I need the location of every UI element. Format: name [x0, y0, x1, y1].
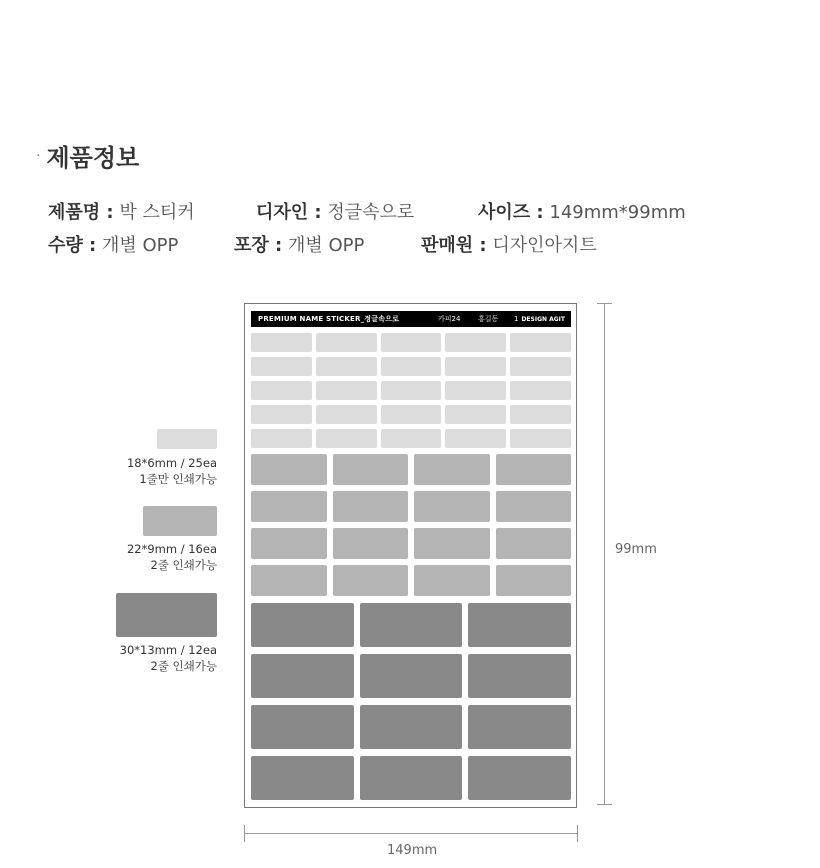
sticker-label [468, 705, 571, 749]
sticker-label [251, 454, 327, 485]
height-dimension-label: 99mm [615, 542, 657, 557]
section-title: 제품정보 [46, 144, 140, 172]
sticker-label [496, 491, 572, 522]
label-grid-medium [251, 454, 571, 596]
sticker-label [414, 565, 490, 596]
sticker-label [251, 565, 327, 596]
sticker-label [381, 333, 442, 352]
brand-logo: DESIGN AGIT [521, 315, 565, 323]
sticker-label [381, 381, 442, 400]
spec-label: 제품명 : [48, 202, 114, 223]
spec-label: 사이즈 : [478, 202, 544, 223]
spec-label: 디자인 : [256, 202, 322, 223]
size-dims: 18*6mm / 25ea [126, 456, 217, 470]
sticker-label [251, 756, 354, 800]
sticker-label [316, 333, 377, 352]
width-dimension-tick [577, 825, 578, 842]
sticker-label [510, 357, 571, 376]
spec-value: 개별 OPP [101, 235, 179, 256]
sticker-label [414, 454, 490, 485]
label-grid-large [251, 603, 571, 800]
sticker-label [360, 756, 463, 800]
sticker-label [316, 405, 377, 424]
sample-label-small [157, 429, 217, 449]
section-header [36, 138, 139, 173]
size-note: 1줄만 인쇄가능 [139, 472, 217, 486]
sticker-label [251, 654, 354, 698]
width-dimension-line [244, 833, 578, 834]
sticker-label [316, 357, 377, 376]
height-dimension-tick [597, 804, 612, 805]
spec-packaging [234, 231, 364, 257]
sticker-label [445, 381, 506, 400]
sticker-label [414, 528, 490, 559]
sticker-sheet [244, 303, 577, 808]
sticker-label [251, 528, 327, 559]
sticker-label [468, 654, 571, 698]
spec-value: 개별 OPP [287, 235, 365, 256]
sticker-label [251, 333, 312, 352]
sticker-label [251, 381, 312, 400]
sticker-label [468, 756, 571, 800]
sticker-label [333, 528, 409, 559]
sticker-label [251, 491, 327, 522]
width-dimension-label: 149mm [387, 843, 438, 858]
spec-value: 정글속으로 [327, 202, 415, 223]
size-caption-large [120, 642, 217, 674]
sticker-label [251, 405, 312, 424]
spec-design [256, 198, 414, 224]
spec-label: 판매원 : [421, 235, 487, 256]
spec-size [478, 198, 686, 224]
sticker-label [445, 405, 506, 424]
size-dims: 30*13mm / 12ea [119, 643, 217, 657]
sticker-label [381, 405, 442, 424]
sticker-label [414, 491, 490, 522]
sticker-label [496, 528, 572, 559]
sticker-label [316, 429, 377, 448]
sheet-field-1: 카피24 [438, 315, 461, 323]
bullet-dot: · [36, 147, 41, 164]
sheet-header [251, 311, 571, 327]
sticker-label [468, 603, 571, 647]
sticker-label [496, 454, 572, 485]
sticker-label [333, 491, 409, 522]
width-dimension-tick [244, 825, 245, 842]
sticker-label [510, 429, 571, 448]
sticker-label [360, 603, 463, 647]
sticker-label [316, 381, 377, 400]
sticker-label [360, 705, 463, 749]
spec-seller [421, 231, 597, 257]
height-dimension-tick [597, 303, 612, 304]
sticker-label [510, 381, 571, 400]
sheet-title: PREMIUM NAME STICKER_정글속으로 [258, 315, 400, 323]
sticker-label [251, 429, 312, 448]
size-note: 2줄 인쇄가능 [150, 558, 217, 572]
sticker-label [510, 405, 571, 424]
spec-value: 박 스티커 [119, 202, 195, 223]
sticker-label [381, 357, 442, 376]
spec-value: 디자인아지트 [492, 235, 597, 256]
sheet-field-2: 홍길동 [478, 315, 499, 323]
spec-label: 포장 : [234, 235, 283, 256]
sticker-label [360, 654, 463, 698]
size-note: 2줄 인쇄가능 [150, 659, 217, 673]
sticker-label [333, 565, 409, 596]
sticker-label [251, 705, 354, 749]
sample-label-medium [143, 506, 217, 536]
sticker-label [445, 333, 506, 352]
sticker-label [381, 429, 442, 448]
spec-quantity [48, 231, 178, 257]
sticker-label [496, 565, 572, 596]
sample-label-large [116, 593, 217, 637]
size-caption-medium [127, 541, 217, 573]
sticker-label [445, 429, 506, 448]
sticker-label [251, 357, 312, 376]
size-dims: 22*9mm / 16ea [126, 542, 217, 556]
size-caption-small [127, 455, 217, 487]
height-dimension-line [604, 303, 605, 804]
spec-product-name [48, 198, 195, 224]
sticker-label [333, 454, 409, 485]
sheet-field-3: 1 [514, 315, 519, 323]
sticker-label [510, 333, 571, 352]
label-grid-small [251, 333, 571, 448]
sticker-label [251, 603, 354, 647]
sticker-label [445, 357, 506, 376]
spec-value: 149mm*99mm [549, 202, 686, 223]
spec-label: 수량 : [48, 235, 97, 256]
